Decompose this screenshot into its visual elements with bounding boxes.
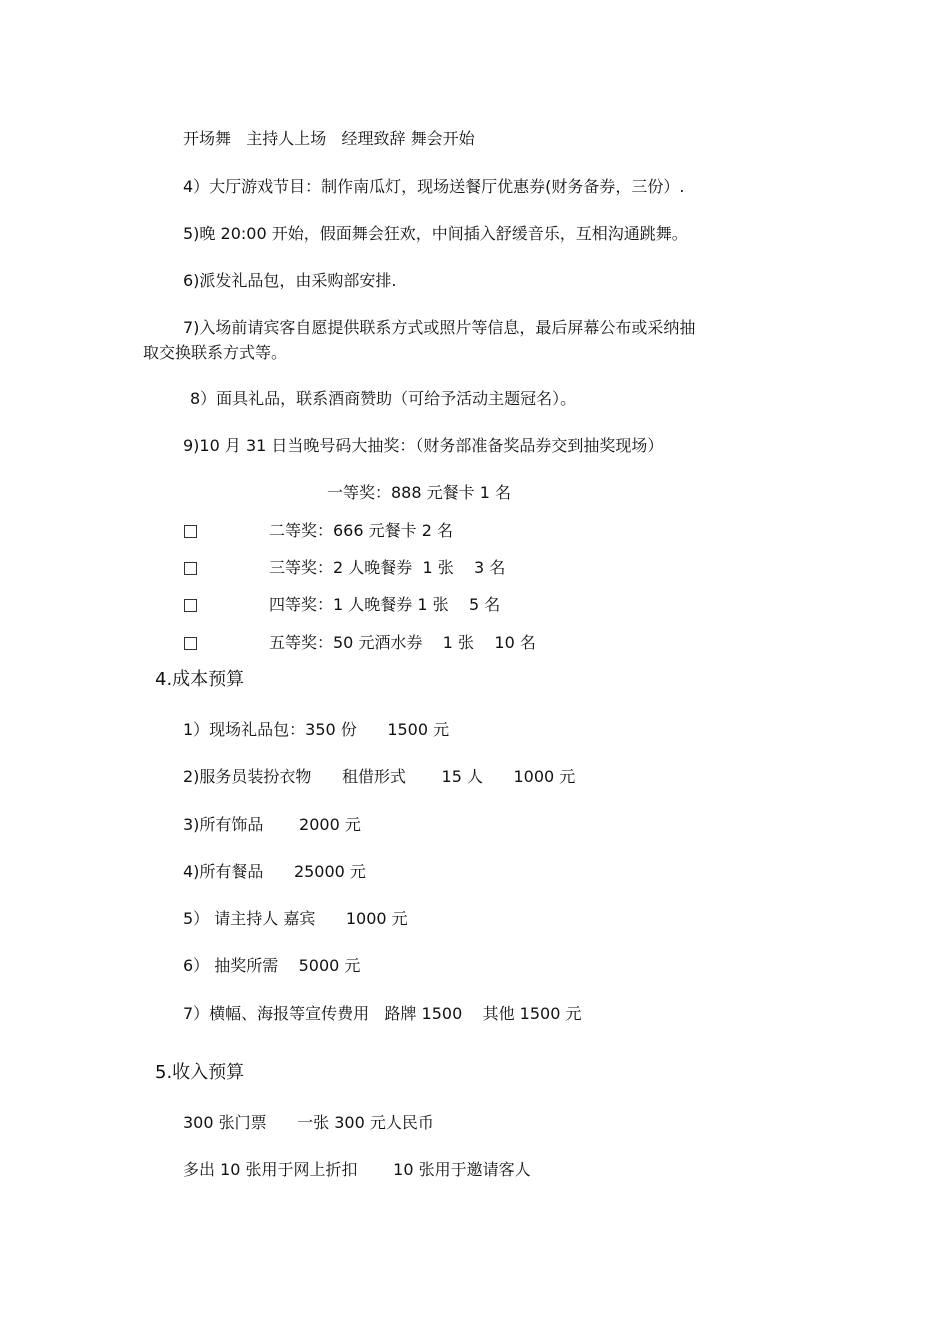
cost-budget-item: 1）现场礼品包：350 份 1500 元: [183, 720, 450, 739]
prize-third: 三等奖：2 人晚餐券 1 张 3 名: [269, 558, 506, 577]
prize-fourth: 四等奖：1 人晚餐券 1 张 5 名: [269, 595, 501, 614]
prize-fifth-checkbox[interactable]: [184, 637, 197, 650]
activity-item-7-line-1: 7)入场前请宾客自愿提供联系方式或照片等信息，最后屏幕公布或采纳抽: [183, 318, 696, 337]
cost-budget-item: 4)所有餐品 25000 元: [183, 862, 366, 881]
cost-budget-item: 3)所有饰品 2000 元: [183, 815, 361, 834]
prize-second-checkbox[interactable]: [184, 525, 197, 538]
activity-item-8: 8）面具礼品，联系酒商赞助（可给予活动主题冠名）。: [190, 389, 577, 408]
prize-fifth: 五等奖：50 元酒水券 1 张 10 名: [269, 633, 536, 652]
cost-budget-item: 2)服务员装扮衣物 租借形式 15 人 1000 元: [183, 767, 576, 786]
activity-item-5: 5)晚 20:00 开始，假面舞会狂欢，中间插入舒缓音乐，互相沟通跳舞。: [183, 224, 688, 243]
prize-first: 一等奖：888 元餐卡 1 名: [327, 483, 511, 502]
cost-budget-item: 6） 抽奖所需 5000 元: [183, 956, 361, 975]
cost-budget-heading: 4.成本预算: [155, 669, 245, 690]
prize-third-checkbox[interactable]: [184, 562, 197, 575]
income-budget-heading: 5.收入预算: [155, 1062, 245, 1083]
activity-item-6: 6)派发礼品包，由采购部安排.: [183, 271, 397, 290]
cost-budget-item: 5） 请主持人 嘉宾 1000 元: [183, 909, 408, 928]
income-budget-item: 多出 10 张用于网上折扣 10 张用于邀请客人: [183, 1160, 531, 1179]
cost-budget-item: 7）横幅、海报等宣传费用 路牌 1500 其他 1500 元: [183, 1004, 582, 1023]
opening-sequence-text: 开场舞 主持人上场 经理致辞 舞会开始: [183, 129, 475, 148]
activity-item-9: 9)10 月 31 日当晚号码大抽奖：（财务部准备奖品券交到抽奖现场）: [183, 436, 664, 455]
prize-fourth-checkbox[interactable]: [184, 599, 197, 612]
activity-item-7-line-2: 取交换联系方式等。: [143, 343, 288, 362]
prize-second: 二等奖：666 元餐卡 2 名: [269, 521, 453, 540]
activity-item-4: 4）大厅游戏节目：制作南瓜灯，现场送餐厅优惠券(财务备券，三份）.: [183, 177, 685, 196]
income-budget-item: 300 张门票 一张 300 元人民币: [183, 1113, 434, 1132]
